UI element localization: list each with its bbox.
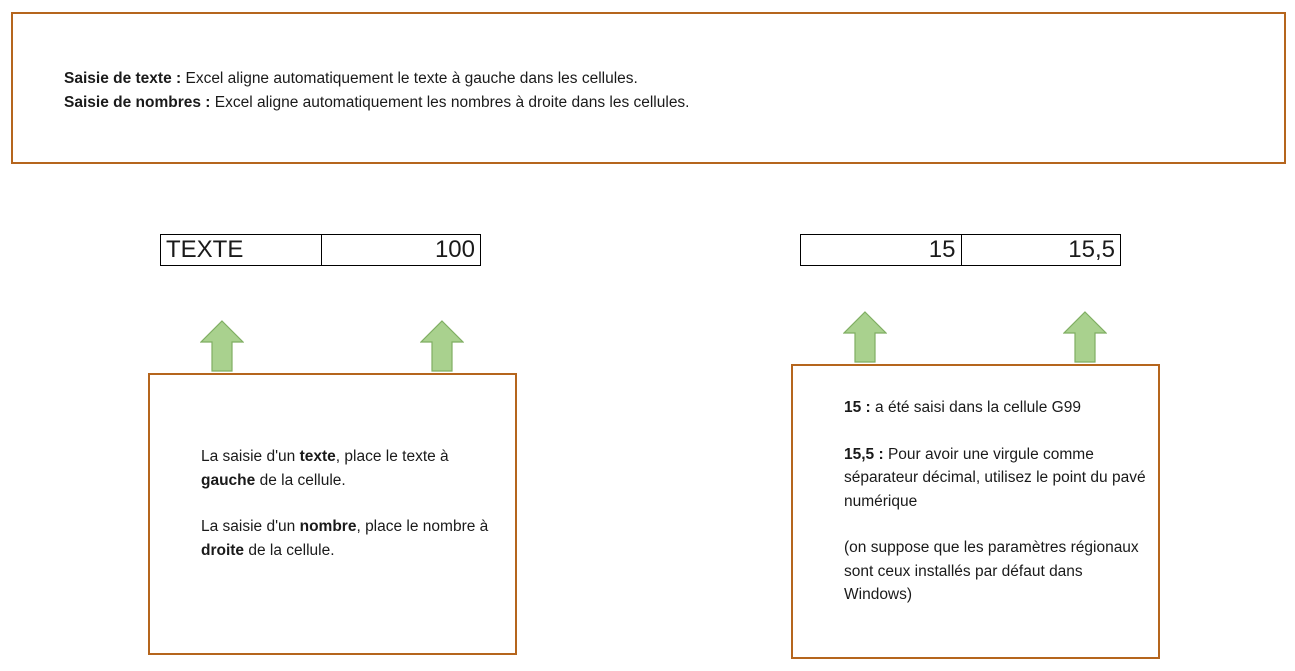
explanation-text-paragraph: [201, 445, 495, 493]
explanation-box-right: [791, 364, 1160, 659]
up-arrow-icon: [200, 320, 244, 372]
note-decimal-paragraph: [844, 443, 1148, 514]
note-integer-paragraph: [844, 396, 1148, 420]
text-run: a été saisi dans la cellule G99: [870, 399, 1081, 416]
text-run-bold: 15 :: [844, 399, 871, 416]
intro-box: [11, 12, 1286, 164]
cell-text: TEXTE: [166, 236, 244, 263]
example-cells-numbers: [800, 234, 1121, 266]
intro-line-text-body: Excel aligne automatiquement le texte à gauche dans les cellules.: [181, 70, 638, 87]
up-arrow-icon: [1063, 311, 1107, 363]
cell-decimal: 15,5: [961, 235, 1121, 265]
explanation-number-paragraph: [201, 515, 495, 563]
text-run-bold: 15,5 :: [844, 445, 884, 463]
intro-line-numbers-label: Saisie de nombres :: [64, 94, 211, 111]
text-run: de la cellule.: [255, 472, 346, 489]
text-run: , place le nombre à: [356, 518, 489, 535]
text-run: La saisie d'un: [201, 448, 300, 465]
intro-line-numbers: [64, 91, 1284, 115]
intro-line-text: [64, 67, 1284, 91]
explanation-box-left: [148, 373, 517, 655]
text-run: La saisie d'un: [201, 518, 300, 535]
text-run-bold: nombre: [299, 518, 357, 535]
cell-integer: 15: [928, 236, 956, 263]
up-arrow-icon: [843, 311, 887, 363]
text-run: Pour avoir une virgule comme séparateur décimal, utilisez le point du pavé numérique: [844, 445, 1146, 510]
note-regional-settings-paragraph: (on suppose que les paramètres régionaux sont ceux installés par défaut dans Windows): [844, 539, 1139, 603]
intro-line-numbers-body: Excel aligne automatiquement les nombres à droite dans les cellules.: [210, 94, 690, 111]
text-run: de la cellule.: [244, 542, 335, 559]
text-run: , place le texte à: [335, 448, 449, 465]
text-run-bold: gauche: [201, 472, 256, 489]
text-run-bold: droite: [201, 542, 245, 559]
up-arrow-icon: [420, 320, 464, 372]
cell-number: 100: [321, 235, 481, 265]
text-run-bold: texte: [299, 448, 336, 465]
intro-line-text-label: Saisie de texte :: [64, 70, 182, 87]
example-cells-text-number: [160, 234, 481, 266]
